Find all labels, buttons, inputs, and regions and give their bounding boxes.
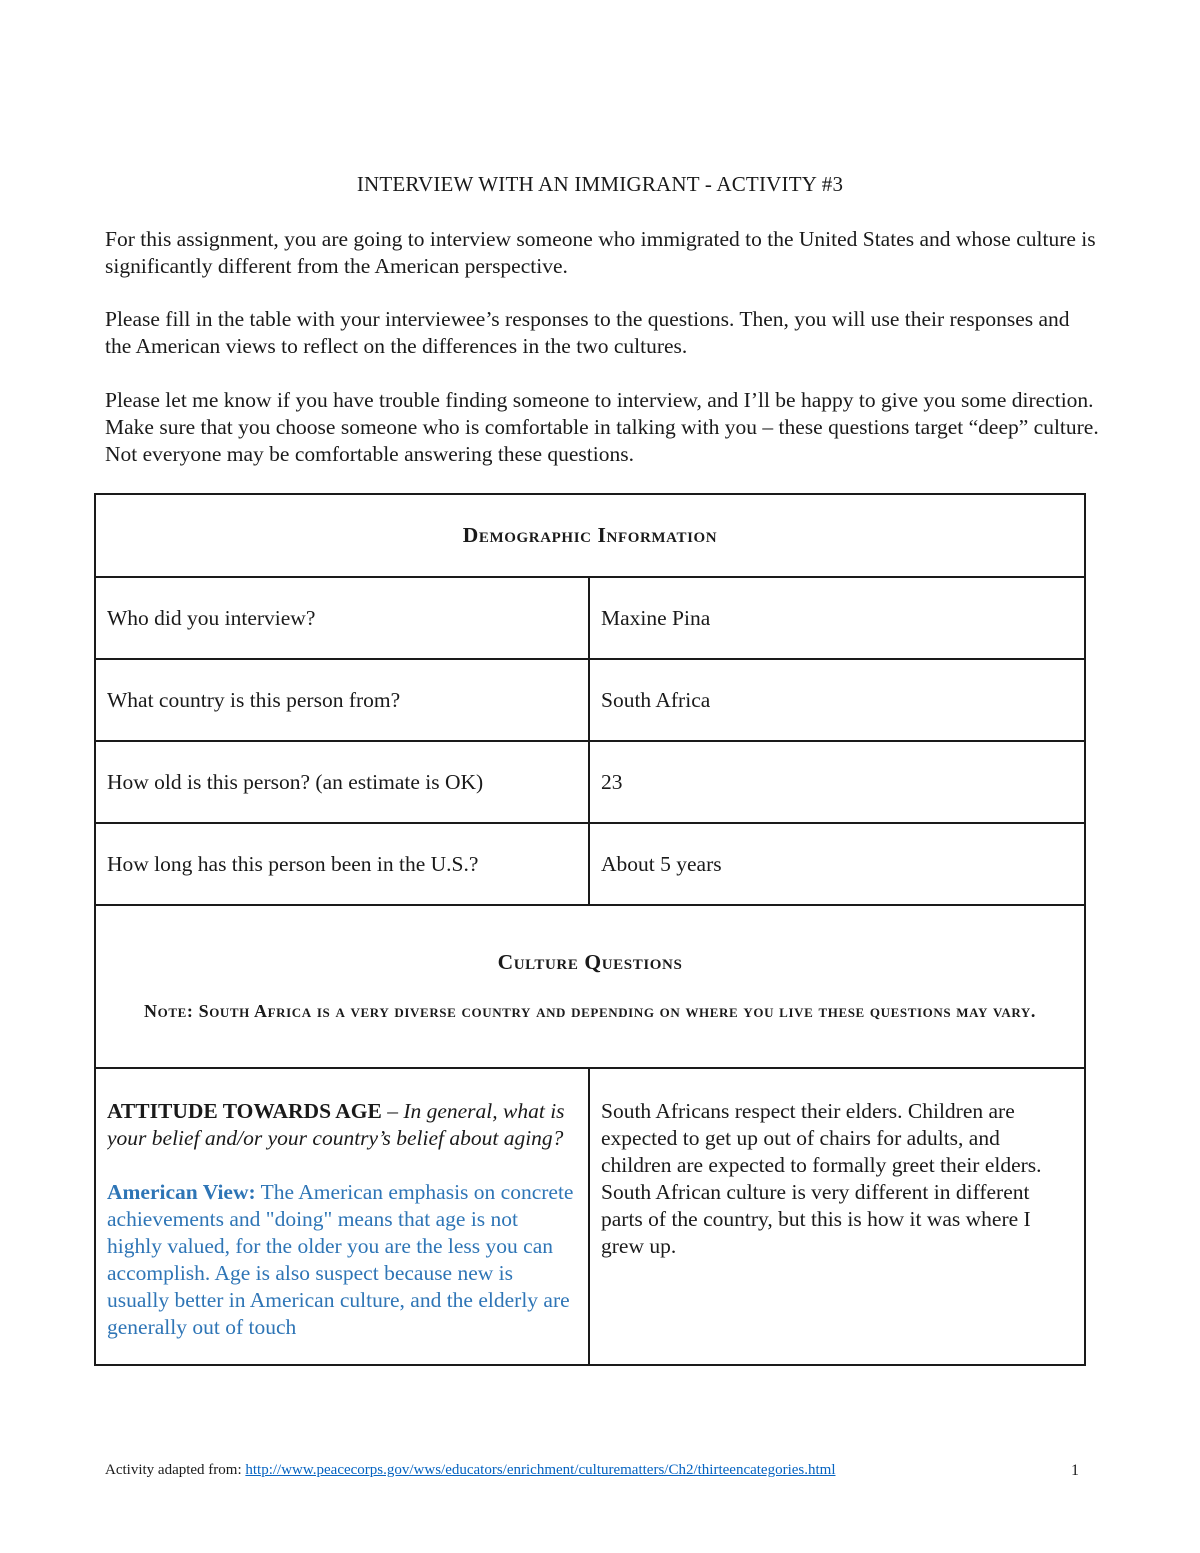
demographic-header-row <box>95 494 1085 577</box>
age-dash: – <box>381 1099 404 1123</box>
culture-header-row <box>95 905 1085 1068</box>
table-row <box>95 823 1085 905</box>
age-title: ATTITUDE TOWARDS AGE <box>107 1099 382 1123</box>
answer-cell[interactable]: About 5 years <box>589 823 1085 905</box>
american-view-text: The American emphasis on concrete achievements and "doing" means that age is not highly valued, for the older you are the less you can accomplish. Age is also suspect because new is usually better in American culture, and the elderly are generally out of touch <box>107 1180 574 1339</box>
culture-header: Culture Questions <box>497 949 683 974</box>
table-row <box>95 577 1085 659</box>
document-title: INTERVIEW WITH AN IMMIGRANT - ACTIVITY #3 <box>356 172 844 196</box>
question-cell: What country is this person from? <box>95 659 589 741</box>
answer-cell[interactable]: South Africa <box>589 659 1085 741</box>
table-row <box>95 659 1085 741</box>
culture-header-cell <box>95 905 1085 1068</box>
footer <box>105 1462 1095 1479</box>
age-question: In general, what is your belief and/or your country’s belief about aging? <box>107 1099 565 1150</box>
demographic-header: Demographic Information <box>95 494 1085 577</box>
answer-cell[interactable]: 23 <box>589 741 1085 823</box>
footer-label: Activity adapted from: <box>105 1462 246 1478</box>
intro-paragraph: For this assignment, you are going to interview someone who immigrated to the United States and whose culture is significantly different from the American perspective. <box>105 227 1096 278</box>
help-paragraph: Please let me know if you have trouble finding someone to interview, and I’ll be happy to give you some direction. Make sure that you choose someone who is comfortable in talking with you – these questions target “deep” culture. Not everyone may be comfortable answering these questions. <box>105 388 1099 466</box>
age-row <box>95 1068 1085 1365</box>
question-cell: How old is this person? (an estimate is OK) <box>95 741 589 823</box>
american-view <box>107 1179 577 1341</box>
answer-cell[interactable]: Maxine Pina <box>589 577 1085 659</box>
culture-note: Note: South Africa is a very diverse country and depending on where you live these questions may vary. <box>144 1000 1036 1021</box>
source-link[interactable]: http://www.peacecorps.gov/wws/educators/enrichment/culturematters/Ch2/thirteencategories.html <box>245 1462 836 1478</box>
question-cell: How long has this person been in the U.S.? <box>95 823 589 905</box>
american-view-label: American View: <box>107 1180 256 1204</box>
age-question-cell <box>95 1068 589 1365</box>
instructions-paragraph: Please fill in the table with your interviewee’s responses to the questions. Then, you will use their responses and the American views to reflect on the differences in the two cultures. <box>105 307 1070 358</box>
question-cell: Who did you interview? <box>95 577 589 659</box>
interview-table <box>94 493 1086 1366</box>
table-row <box>95 741 1085 823</box>
age-answer: South Africans respect their elders. Children are expected to get up out of chairs for adults, and children are expected to formally greet their elders. South African culture is very different in different parts of the country, but this is how it was where I grew up. <box>601 1099 1042 1258</box>
page-number: 1 <box>1071 1462 1079 1479</box>
age-answer-cell[interactable] <box>589 1068 1085 1365</box>
